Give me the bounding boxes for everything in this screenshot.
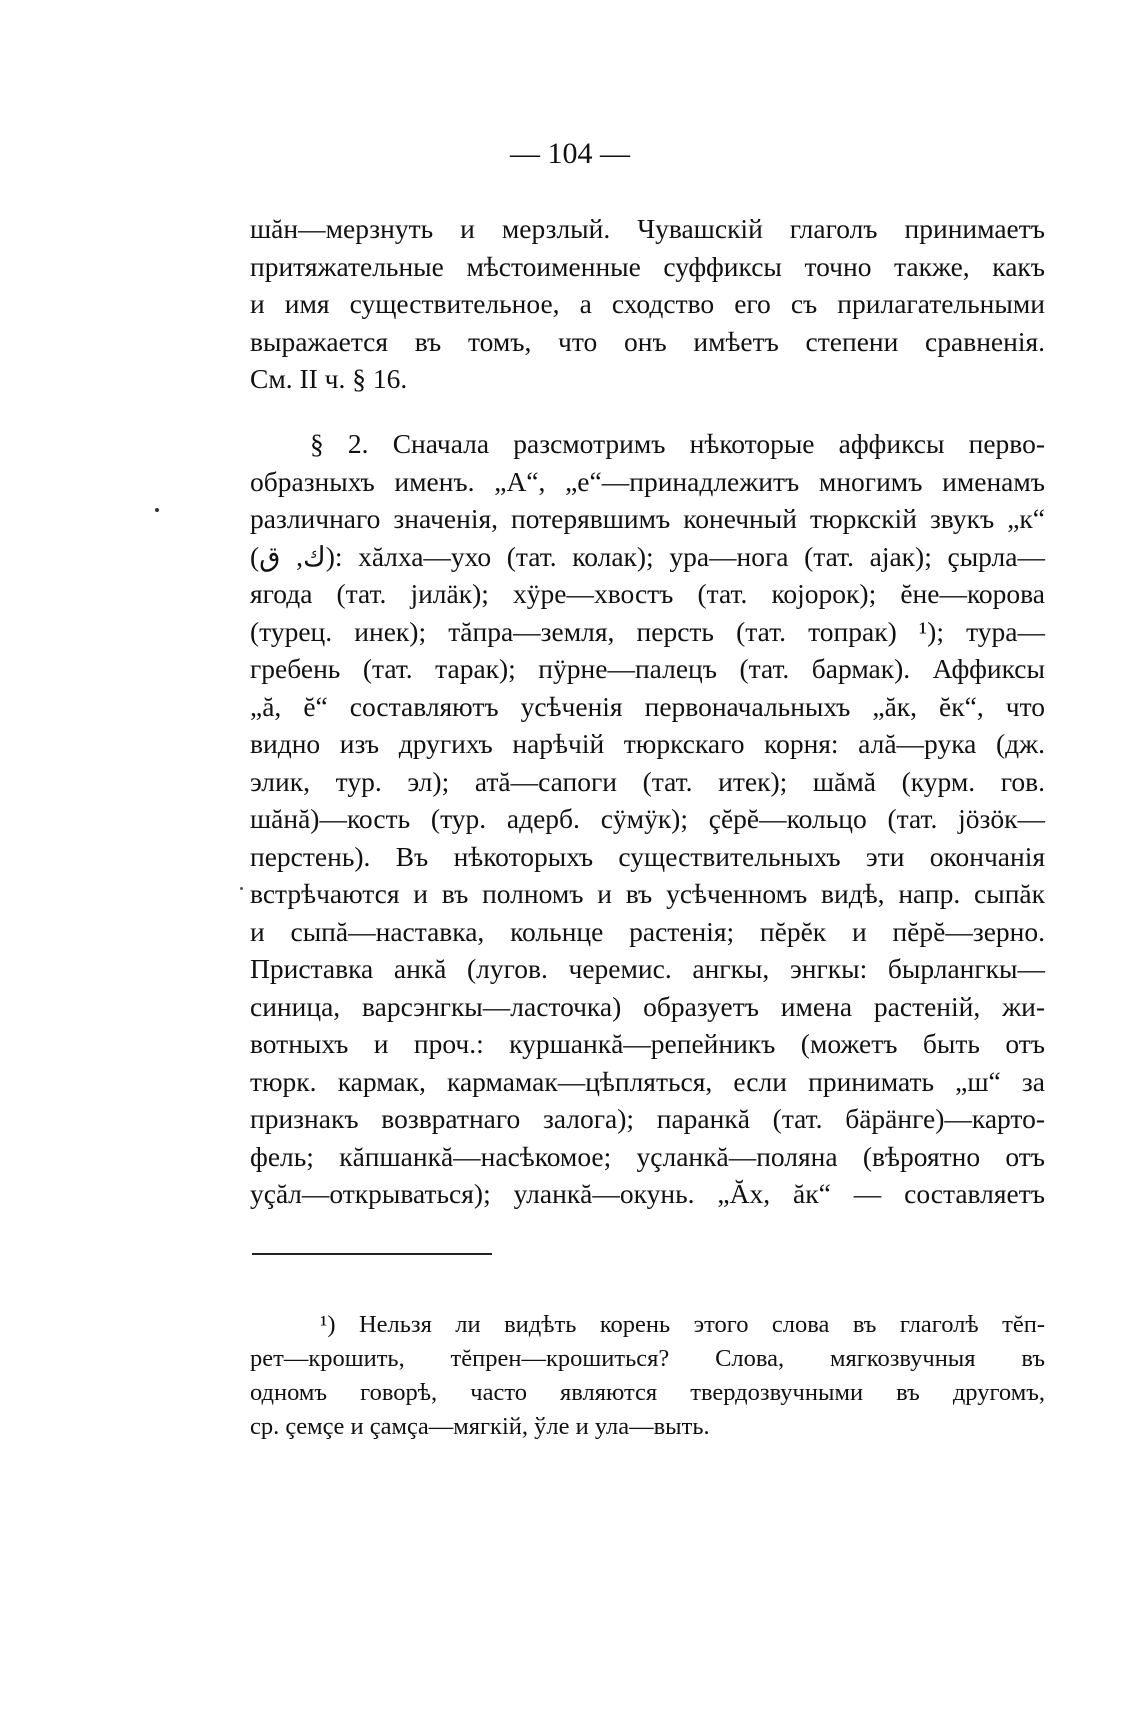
scan-speck <box>155 508 159 512</box>
paragraph-line: шăнă)—кость (тур. адерб. сÿмÿк); çĕрĕ—кольцо (тат. јöзöк— <box>250 803 1045 834</box>
paragraph-line: § 2. Сначала разсмотримъ нѣкоторые аффиксы перво- <box>310 428 1045 459</box>
paragraph-line: См. II ч. § 16. <box>250 363 408 394</box>
paragraph-line: (турец. инек); тăпра—земля, персть (тат. топрак) ¹); тура— <box>250 615 1045 647</box>
paragraph-line: ягода (тат. јилäк); хÿре—хвостъ (тат. којорок); ĕне—корова <box>250 578 1045 609</box>
footnote-line: рет—крошить, тĕпрен—крошиться? Слова, мягкозвучныя въ <box>250 1345 1045 1372</box>
page-number: — 104 — <box>510 137 630 170</box>
paragraph-line: тюрк. кармак, кармамак—цѣпляться, если принимать „ш“ за <box>250 1065 1045 1097</box>
footnote <box>250 1308 1045 1444</box>
paragraph-line: и имя существительное, а сходство его съ прилагательными <box>250 288 1045 319</box>
paragraph-1 <box>250 210 1045 398</box>
paragraph-line: признакъ возвратнаго залога); паранкă (тат. бäрäнге)—карто- <box>250 1103 1045 1134</box>
footnote-line: ср. çемçе и çамçа—мягкій, ўле и ула—выть. <box>250 1413 710 1440</box>
paragraph-line: встрѣчаются и въ полномъ и въ усѣченномъ видѣ, напр. сыпăк <box>250 878 1045 909</box>
footnote-separator <box>252 1253 492 1255</box>
paragraph-line: вотныхъ и проч.: куршанкă—репейникъ (можетъ быть отъ <box>250 1028 1045 1059</box>
scan-speck <box>240 887 243 890</box>
paragraph-line: видно изъ другихъ нарѣчій тюркскаго корня: алă—рука (дж. <box>250 728 1045 759</box>
paragraph-line: синица, варсэнгкы—ласточка) образуетъ имена растеній, жи- <box>250 990 1045 1022</box>
footnote-line: ¹) Нельзя ли видѣть корень этого слова въ глаголѣ тĕп- <box>320 1311 1045 1338</box>
paragraph-line: образныхъ именъ. „А“, „е“—принадлежитъ многимъ именамъ <box>250 465 1045 497</box>
paragraph-line: и сыпă—наставка, кольнце растенія; пĕрĕк и пĕрĕ—зерно. <box>250 915 1045 947</box>
footnote-line: одномъ говорѣ, часто являются твердозвучными въ другомъ, <box>250 1379 1045 1406</box>
paragraph-line: шăн—мерзнуть и мерзлый. Чувашскій глаголъ принимаетъ <box>250 213 1045 244</box>
paragraph-line: уçăл—открываться); уланкă—окунь. „Ăх, ăк“ — составляетъ <box>250 1178 1045 1209</box>
paragraph-line: (ك, ق): хăлха—ухо (тат. колак); ура—нога (тат. ајак); çырла— <box>250 540 1045 572</box>
paragraph-line: элик, тур. эл); атă—сапоги (тат. итек); шăмă (курм. гов. <box>250 765 1045 797</box>
paragraph-line: „ă, ĕ“ составляютъ усѣченія первоначальныхъ „ăк, ĕк“, что <box>250 690 1045 722</box>
paragraph-line: Приставка анкă (лугов. черемис. ангкы, энгкы: бырлангкы— <box>250 953 1045 984</box>
paragraph-line: гребень (тат. тарак); пÿрне—палецъ (тат. бармак). Аффиксы <box>250 653 1045 684</box>
paragraph-line: притяжательные мѣстоименные суффиксы точно также, какъ <box>250 250 1045 282</box>
paragraph-line: фель; кăпшанкă—насѣкомое; уçланкă—поляна (вѣроятно отъ <box>250 1140 1045 1172</box>
paragraph-line: перстень). Въ нѣкоторыхъ существительныхъ эти окончанія <box>250 840 1045 872</box>
paragraph-line: различнаго значенія, потерявшимъ конечный тюркскій звукъ „к“ <box>250 503 1045 534</box>
paragraph-2 <box>250 425 1045 1213</box>
paragraph-line: выражается въ томъ, что онъ имѣетъ степени сравненія. <box>250 325 1045 357</box>
